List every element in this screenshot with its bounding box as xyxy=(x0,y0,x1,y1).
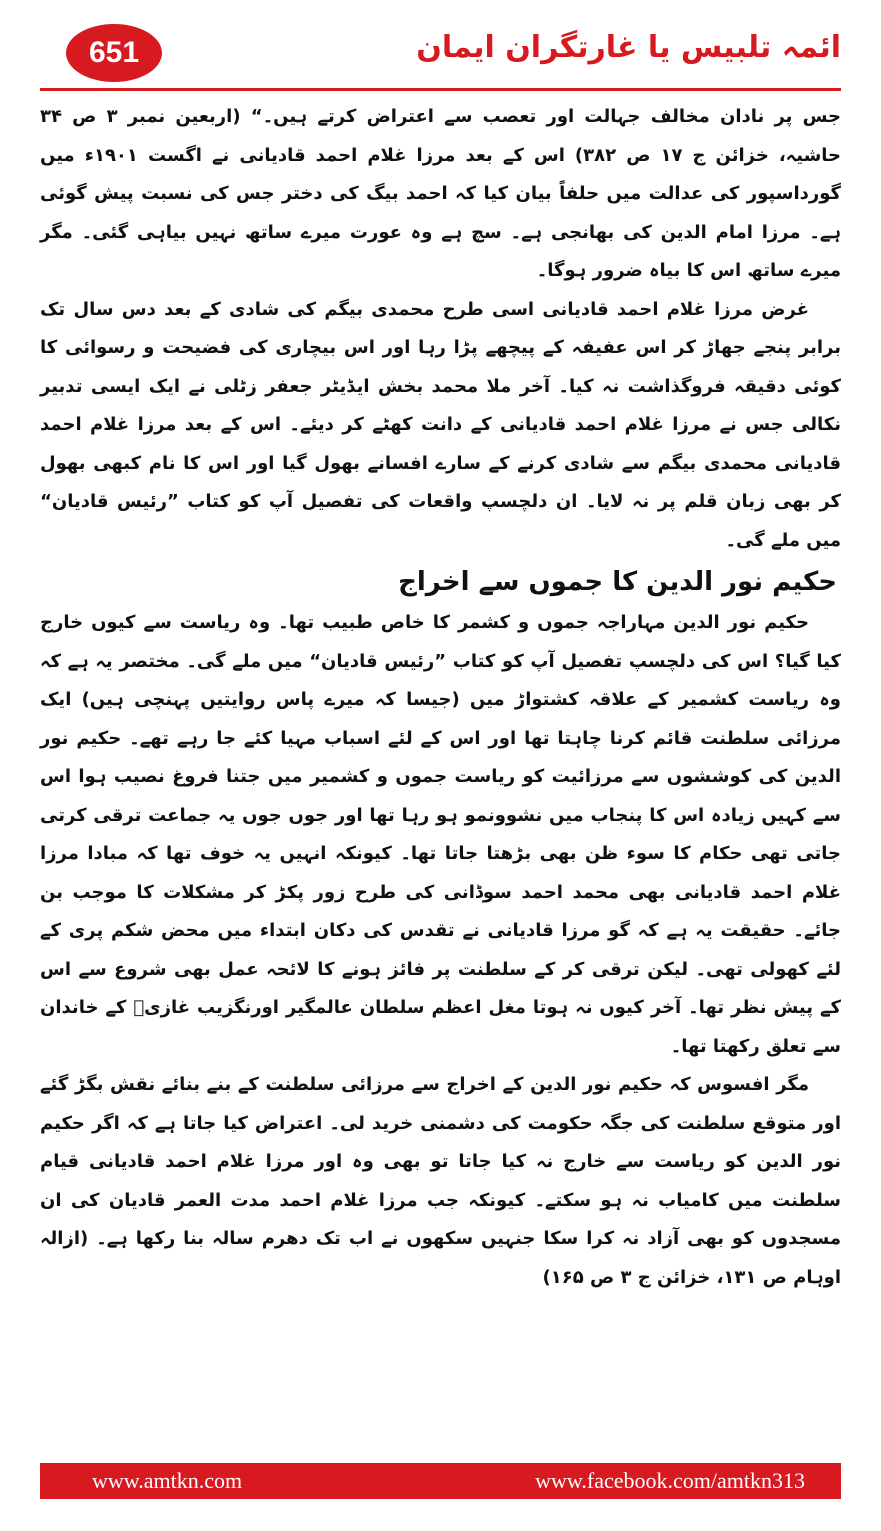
paragraph-4 xyxy=(40,1066,841,1297)
header-divider xyxy=(40,88,841,91)
paragraph-3: حکیم نور الدین مہاراجہ جموں و کشمر کا خاص طبیب تھا۔ وہ ریاست سے کیوں خارج کیا گیا؟ اس کی دلچسپ تفصیل آپ کو کتاب ”رئیس قادیان“ میں ملے گی۔ مختصر یہ ہے کہ وہ ریاست کشمیر کے علاقہ کشتواڑ میں (جیسا کہ میرے پاس روایتیں پہنچی ہیں) ایک مرزائی سلطنت قائم کرنا چاہتا تھا اور اس کے لئے اسباب مہیا کئے جا رہے تھے۔ حکیم نور الدین کی کوششوں سے مرزائیت کو ریاست جموں و کشمیر میں جتنا فروغ نصیب ہوا اس سے کہیں زیادہ اس کا پنجاب میں نشوونمو ہو رہا تھا اور جوں جوں یہ جماعت ترقی کرتی جاتی تھی حکام کا سوء ظن بھی بڑھتا جاتا تھا۔ کیونکہ انہیں یہ خوف تھا کہ مبادا مرزا غلام احمد قادیانی بھی محمد احمد سوڈانی کی طرح زور پکڑ کر مشکلات کا موجب بن جائے۔ حقیقت یہ ہے کہ گو مرزا قادیانی نے تقدس کی دکان ابتداء میں محض شکم پری کے لئے کھولی تھی۔ لیکن ترقی کر کے سلطنت پر فائز ہونے کا لائحہ عمل بھی شروع سے اس کے پیش نظر تھا۔ آخر کیوں نہ ہوتا مغل اعظم سلطان عالمگیر اورنگزیب غازیؒ کے خاندان سے تعلق رکھتا تھا۔ xyxy=(40,612,841,1057)
page-footer xyxy=(40,1463,841,1499)
page-number-badge: 651 xyxy=(66,24,162,82)
section-heading: حکیم نور الدین کا جموں سے اخراج xyxy=(398,567,837,597)
paragraph-2: غرض مرزا غلام احمد قادیانی اسی طرح محمدی بیگم کی شادی کے بعد دس سال تک برابر پنجے جھاڑ کر اس عفیفہ کے پیچھے پڑا رہا اور اس بیچاری کی فضیحت و رسوائی کا کوئی دقیقہ فروگذاشت نہ کیا۔ آخر ملا محمد بخش ایڈیٹر جعفر زٹلی نے ایک ایسی تدبیر نکالی جس نے مرزا غلام احمد قادیانی کے دانت کھٹے کر دیئے۔ اس کے بعد مرزا غلام احمد قادیانی محمدی بیگم سے شادی کرنے کے سارے افسانے بھول گیا اور اس کا نام کبھی بھول کر بھی زبان قلم پر نہ لایا۔ ان دلچسپ واقعات کی تفصیل آپ کو کتاب ”رئیس قادیان“ میں ملے گی۔ xyxy=(40,298,841,551)
page-body xyxy=(40,98,841,1297)
website-link[interactable]: www.amtkn.com xyxy=(92,1468,243,1493)
book-title: ائمہ تلبیس یا غارتگران ایمان xyxy=(416,30,841,65)
paragraph-4-text: مگر افسوس کہ حکیم نور الدین کے اخراج سے مرزائی سلطنت کے بنے بنائے نقش بگڑ گئے اور متوقع سلطنت کی جگہ حکومت کی دشمنی خرید لی۔ اعتراض کیا جاتا ہے کہ اگر حکیم نور الدین کو ریاست سے خارج نہ کیا جاتا تو بھی وہ اور مرزا غلام احمد قادیانی قیام سلطنت میں کامیاب نہ ہو سکتے۔ کیونکہ جب مرزا غلام احمد مدت العمر قادیان کی ان مسجدوں کو بھی آزاد نہ کرا سکا جنہیں سکھوں نے اب تک دھرم سالہ بنا رکھا ہے۔ xyxy=(40,1074,841,1249)
facebook-link[interactable]: www.facebook.com/amtkn313 xyxy=(535,1468,805,1493)
page-header xyxy=(40,18,841,88)
paragraph-1: جس پر نادان مخالف جہالت اور تعصب سے اعتراض کرتے ہیں۔“ (اربعین نمبر ۳ ص ۳۴ حاشیہ، خزائن ج ۱۷ ص ۳۸۲) اس کے بعد مرزا غلام احمد قادیانی نے اگست ۱۹۰۱ء میں گورداسپور کی عدالت میں حلفاً بیان کیا کہ احمد بیگ کی دختر جس کی نسبت پیش گوئی ہے۔ مرزا امام الدین کی بھانجی ہے۔ سچ ہے وہ عورت میرے ساتھ نہیں بیاہی گئی۔ مگر میرے ساتھ اس کا بیاہ ضرور ہوگا۔ xyxy=(40,106,842,281)
citation: (ازالہ اوہام ص ۱۳۱، خزائن ج ۳ ص ۱۶۵) xyxy=(40,1228,841,1288)
